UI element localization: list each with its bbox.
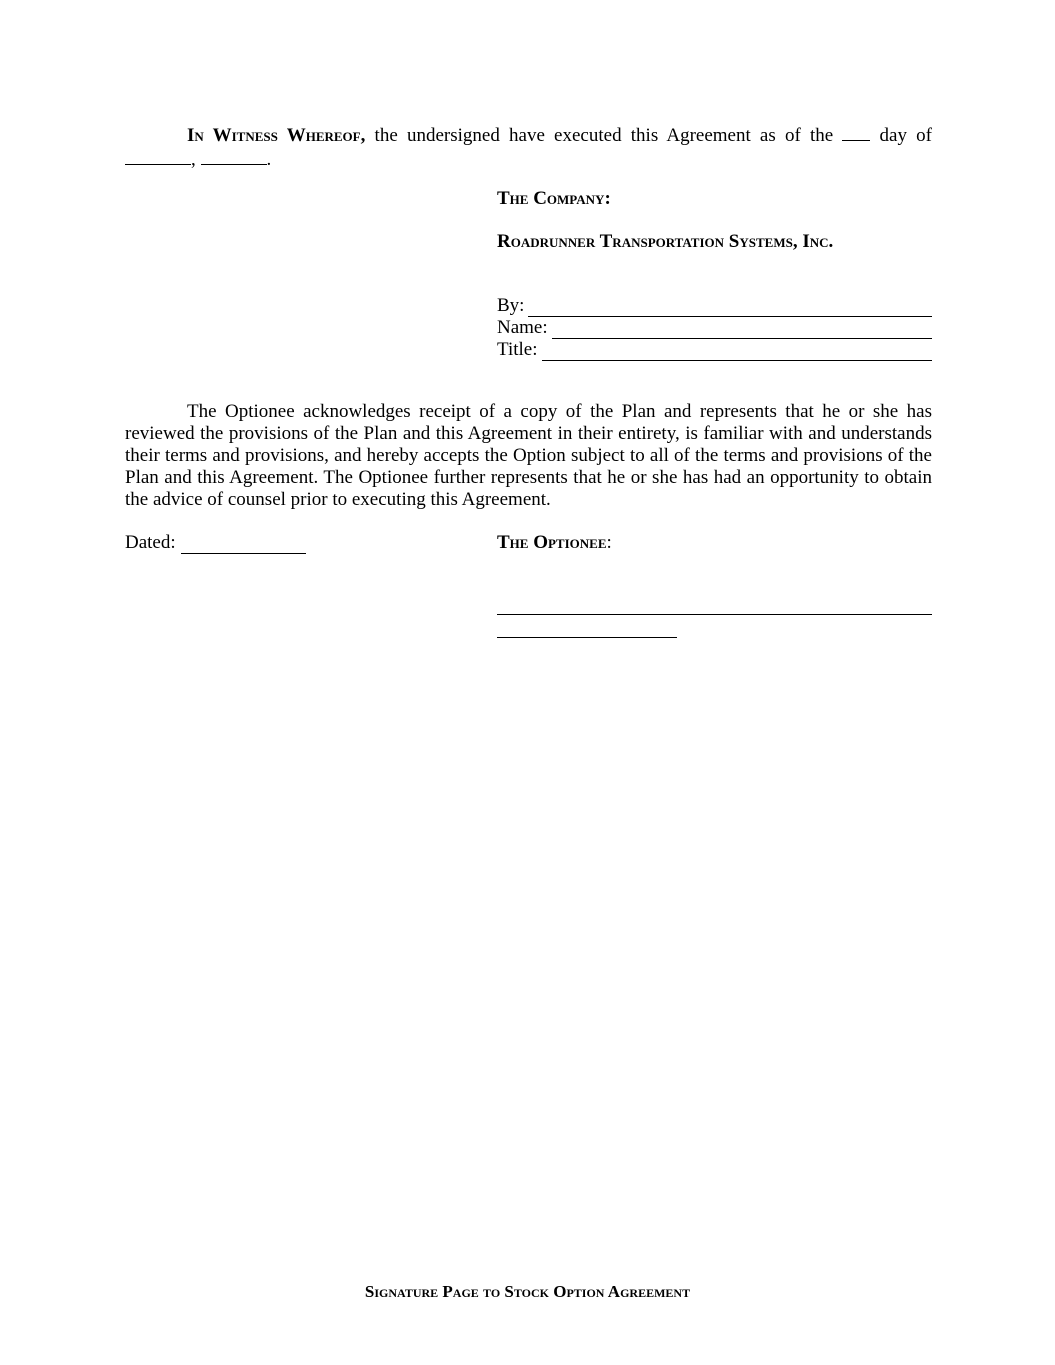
by-label: By: bbox=[497, 295, 525, 316]
name-field[interactable] bbox=[552, 322, 932, 339]
dated-field[interactable] bbox=[181, 537, 306, 554]
dated-label: Dated: bbox=[125, 532, 176, 553]
name-label: Name: bbox=[497, 317, 548, 338]
witness-paragraph: In Witness Whereof, the undersigned have executed this Agreement as of the day of , . bbox=[125, 124, 932, 172]
name-line[interactable] bbox=[497, 317, 932, 339]
dated-line[interactable] bbox=[125, 532, 306, 554]
company-name: Roadrunner Transportation Systems, Inc. bbox=[497, 231, 834, 252]
optionee-label-text: The Optionee bbox=[497, 532, 607, 553]
title-field[interactable] bbox=[542, 344, 933, 361]
day-blank[interactable] bbox=[842, 124, 870, 141]
witness-day-word: day of bbox=[870, 125, 932, 146]
optionee-name-field[interactable] bbox=[497, 637, 677, 638]
witness-text: the undersigned have executed this Agreement as of the bbox=[365, 125, 843, 146]
page-footer: Signature Page to Stock Option Agreement bbox=[364, 1282, 691, 1301]
by-signature-field[interactable] bbox=[528, 300, 932, 317]
title-label: Title: bbox=[497, 339, 538, 360]
year-blank[interactable] bbox=[201, 148, 267, 165]
acknowledgement-paragraph: The Optionee acknowledges receipt of a copy of the Plan and represents that he or she has reviewed the provisions of the Plan and this Agreement in their entirety, is familiar with and understands their terms and provisions, and hereby accepts the Option subject to all of the terms and provisions of the Plan and this Agreement. The Optionee further represents that he or she has had an opportunity to obtain the advice of counsel prior to executing this Agreement. bbox=[125, 401, 932, 510]
company-label: The Company: bbox=[497, 188, 611, 209]
optionee-label bbox=[497, 532, 612, 554]
company-signature-block bbox=[497, 295, 932, 361]
optionee-signature-field[interactable] bbox=[497, 614, 932, 615]
optionee-label-suffix: : bbox=[606, 532, 612, 553]
witness-lead: In Witness Whereof, bbox=[187, 125, 366, 146]
month-blank[interactable] bbox=[125, 148, 191, 165]
by-line[interactable] bbox=[497, 295, 932, 317]
title-line[interactable] bbox=[497, 339, 932, 361]
